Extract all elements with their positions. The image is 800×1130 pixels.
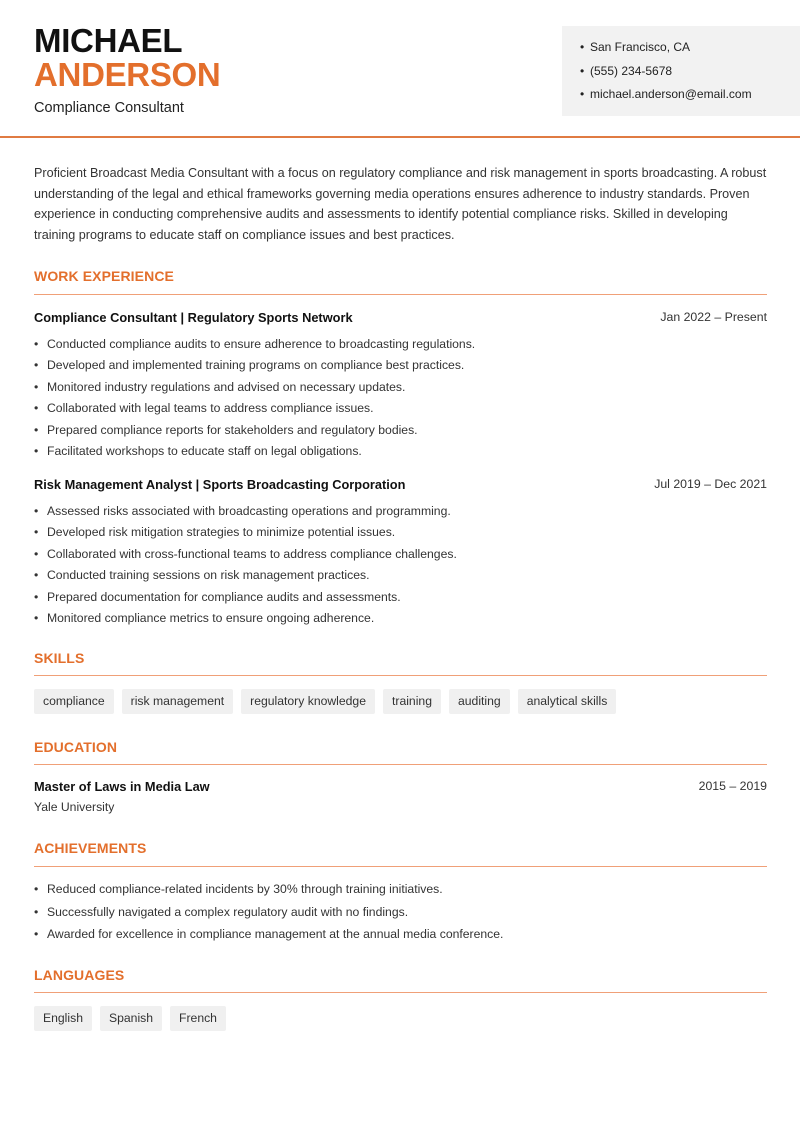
job-heading: Compliance Consultant | Regulatory Sports Network (34, 310, 353, 325)
section-title-achievements: ACHIEVEMENTS (34, 840, 147, 856)
bullet-icon: • (580, 40, 585, 54)
list-item: • Developed and implemented training programs on compliance best practices. (34, 358, 465, 373)
skill-tag: training (383, 689, 441, 714)
section-divider (34, 764, 767, 765)
list-item: • Facilitated workshops to educate staff on legal obligations. (34, 443, 362, 458)
language-tag: English (34, 1006, 92, 1031)
job-heading: Risk Management Analyst | Sports Broadcasting Corporation (34, 477, 406, 492)
contact-email[interactable]: • michael.anderson@email.com (580, 87, 752, 101)
contact-phone: • (555) 234-5678 (580, 63, 673, 78)
achievements-list (34, 881, 767, 949)
section-title-work: WORK EXPERIENCE (34, 268, 174, 284)
bullet-icon: • (580, 63, 585, 78)
list-item: • Prepared compliance reports for stakeholders and regulatory bodies. (34, 422, 418, 437)
list-item: • Reduced compliance-related incidents by 30% through training initiatives. (34, 882, 443, 896)
list-item: • Collaborated with legal teams to address compliance issues. (34, 401, 374, 416)
list-item: • Developed risk mitigation strategies to minimize potential issues. (34, 525, 396, 540)
languages-list (34, 1006, 226, 1031)
section-divider (34, 675, 767, 676)
skill-tag: analytical skills (518, 689, 617, 714)
section-title-languages: LANGUAGES (34, 967, 125, 983)
education-school: Yale University (34, 800, 115, 814)
list-item: • Conducted compliance audits to ensure adherence to broadcasting regulations. (34, 337, 476, 351)
contact-box (562, 26, 800, 116)
language-tag: French (170, 1006, 226, 1031)
section-title-education: EDUCATION (34, 739, 118, 755)
section-divider (34, 866, 767, 867)
skill-tag: regulatory knowledge (241, 689, 375, 714)
job-bullets (34, 336, 767, 464)
last-name: ANDERSON (34, 56, 221, 93)
list-item: • Prepared documentation for compliance audits and assessments. (34, 589, 401, 604)
job-dates: Jan 2022 – Present (660, 310, 767, 324)
language-tag: Spanish (100, 1006, 162, 1031)
candidate-name (34, 24, 220, 92)
list-item: • Collaborated with cross-functional teams to address compliance challenges. (34, 546, 457, 561)
section-divider (34, 294, 767, 295)
job-bullets (34, 503, 767, 631)
skill-tag: compliance (34, 689, 114, 714)
section-divider (34, 992, 767, 993)
professional-summary: Proficient Broadcast Media Consultant with a focus on regulatory compliance and risk management in sports broadcasting. A robust understanding of the legal and ethical frameworks governing media operations ensures adherence to industry standards. Proven experience in conducting comprehensive audits and assessments to identify potential compliance risks. Skilled in developing training programs to educate staff on compliance issues and best practices. (34, 166, 767, 243)
education-dates: 2015 – 2019 (698, 779, 767, 793)
job-title-headline: Compliance Consultant (34, 100, 184, 116)
list-item: • Monitored industry regulations and advised on necessary updates. (34, 379, 406, 394)
skill-tag: auditing (449, 689, 510, 714)
contact-location: • San Francisco, CA (580, 40, 691, 54)
list-item: • Monitored compliance metrics to ensure ongoing adherence. (34, 610, 375, 625)
skills-list (34, 689, 616, 714)
job-dates: Jul 2019 – Dec 2021 (654, 477, 767, 491)
list-item: • Awarded for excellence in compliance management at the annual media conference. (34, 927, 504, 941)
skill-tag: risk management (122, 689, 233, 714)
list-item: • Successfully navigated a complex regulatory audit with no findings. (34, 904, 409, 919)
list-item: • Assessed risks associated with broadcasting operations and programming. (34, 504, 451, 518)
bullet-icon: • (580, 87, 585, 101)
first-name: MICHAEL (34, 22, 183, 59)
resume-header (0, 0, 800, 138)
education-degree: Master of Laws in Media Law (34, 779, 210, 794)
section-title-skills: SKILLS (34, 650, 85, 666)
list-item: • Conducted training sessions on risk management practices. (34, 568, 370, 583)
